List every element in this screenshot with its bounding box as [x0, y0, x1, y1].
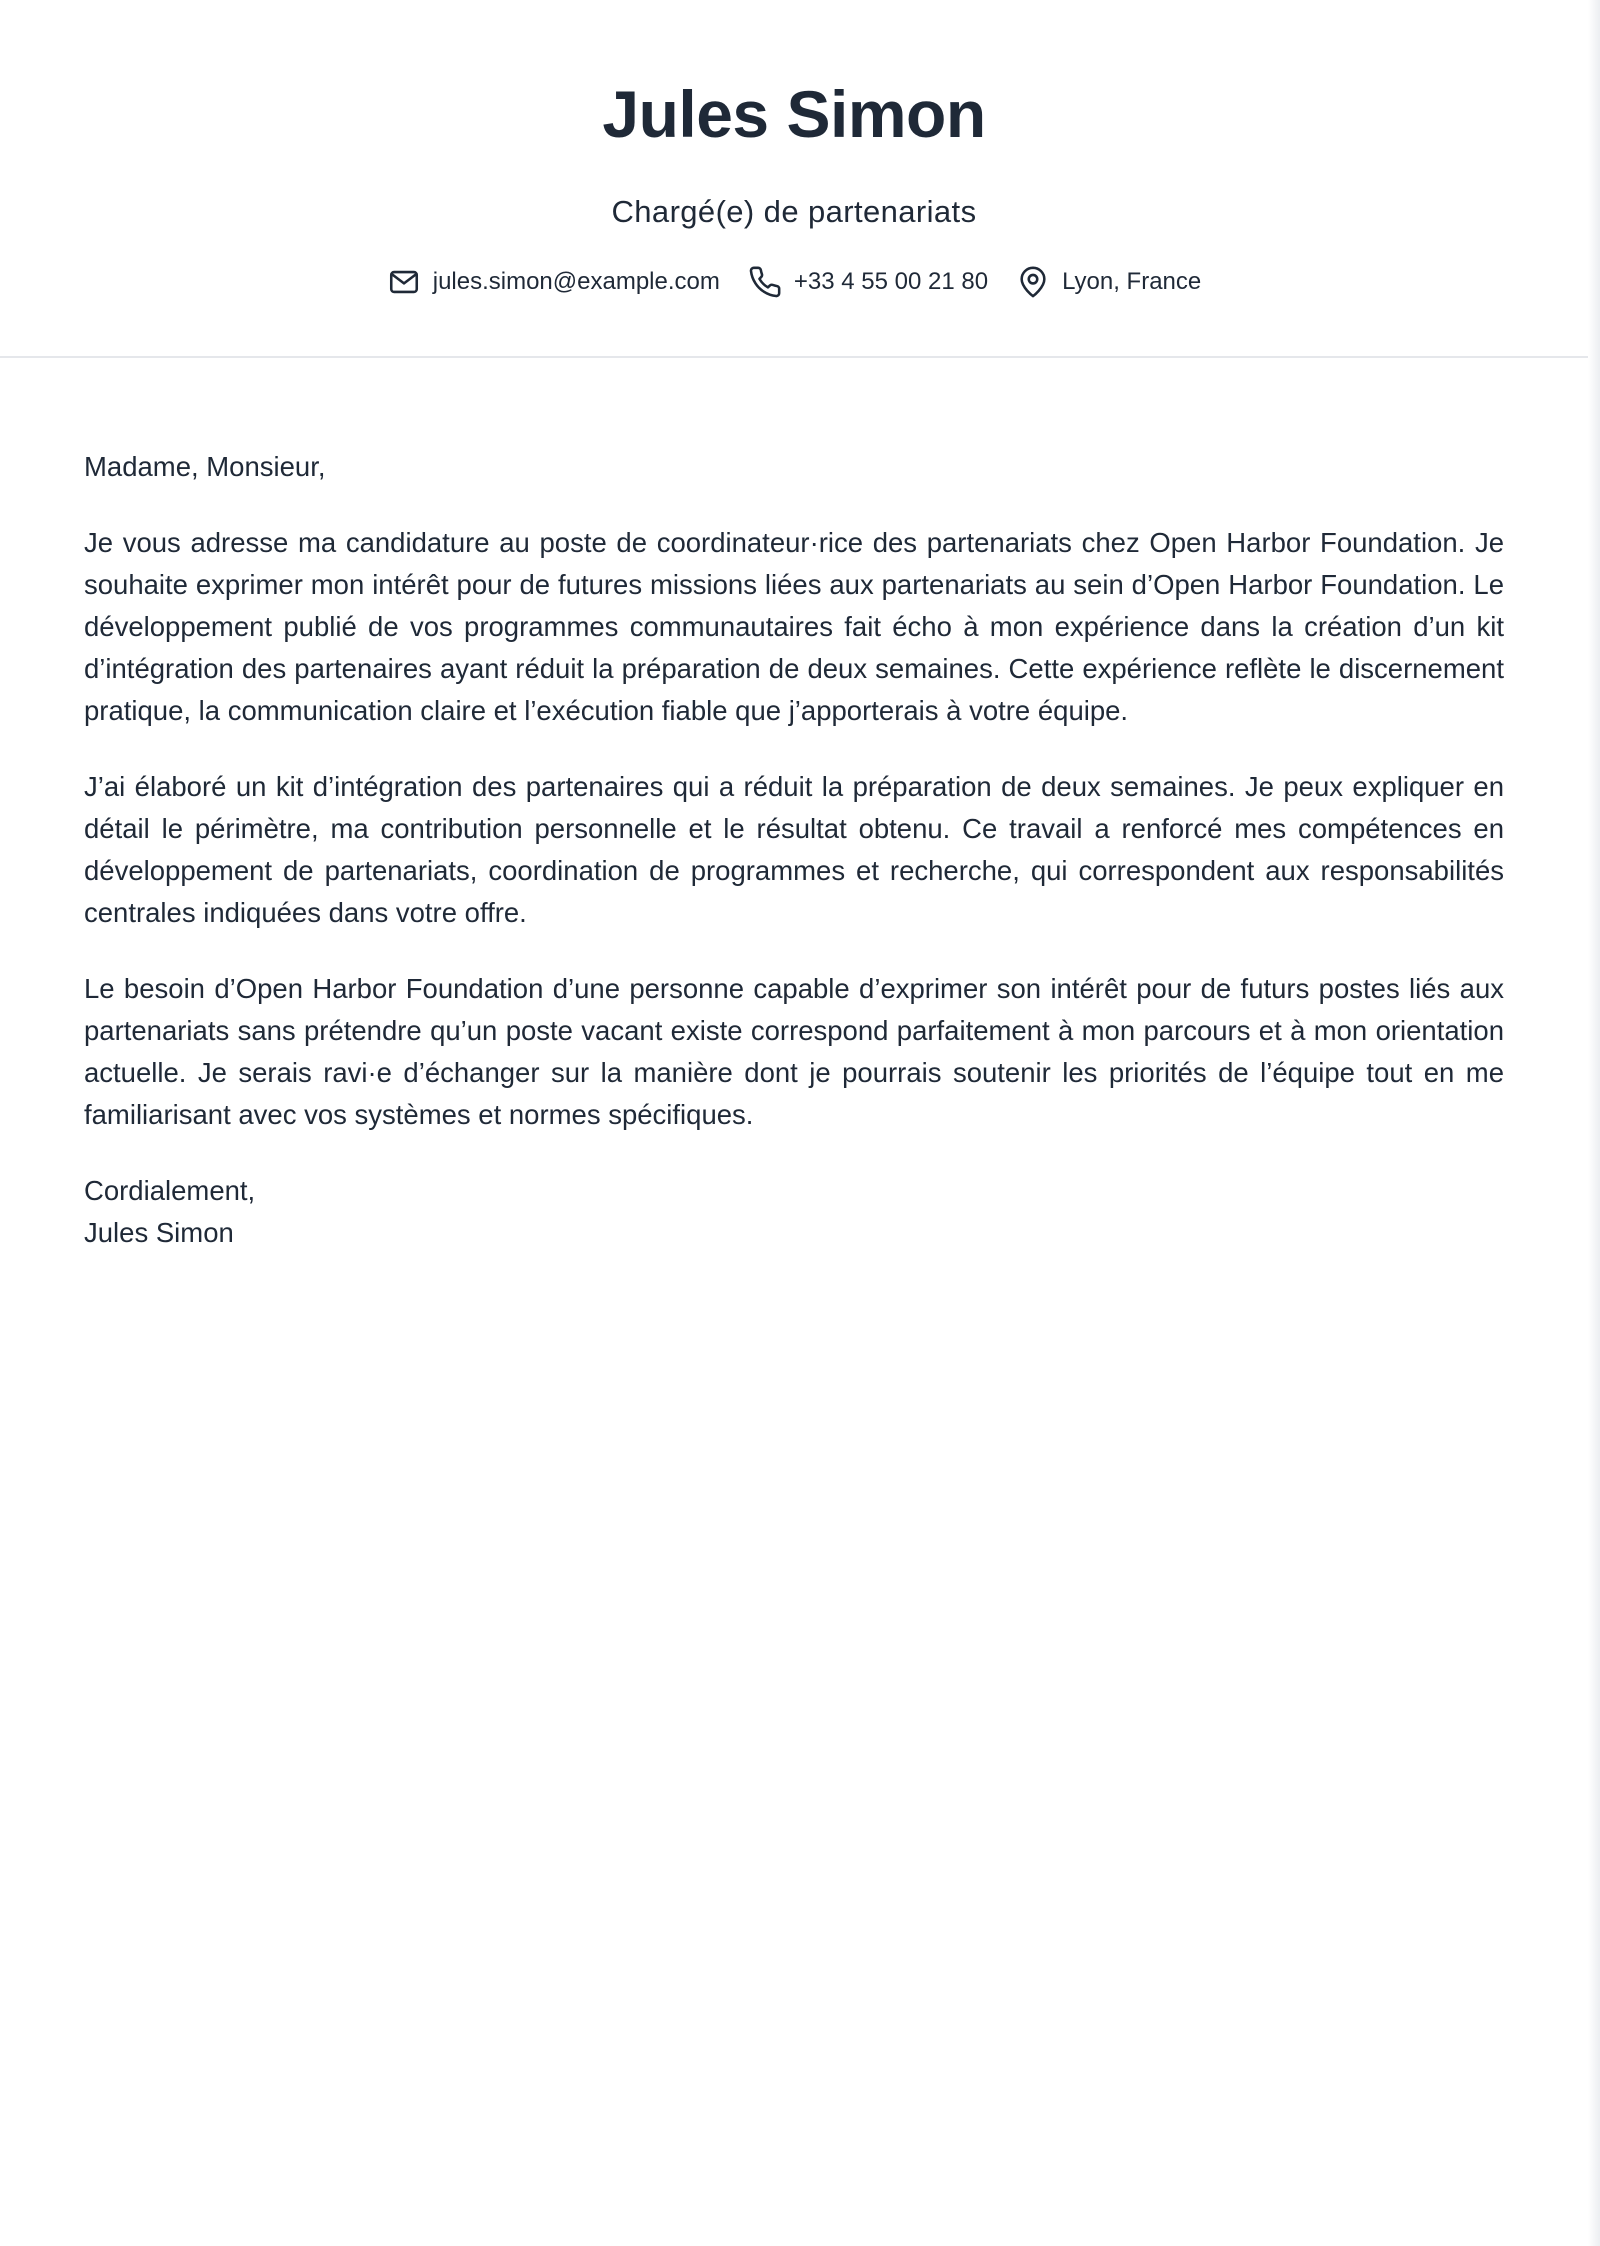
- letter-header: [0, 0, 1588, 358]
- closing: [84, 1170, 1504, 1254]
- contact-bar: [0, 262, 1588, 302]
- contact-phone[interactable]: [748, 265, 988, 299]
- contact-email[interactable]: [387, 265, 720, 299]
- signature: Jules Simon: [84, 1217, 234, 1248]
- email-text[interactable]: jules.simon@example.com: [432, 268, 720, 295]
- letter-body: [84, 446, 1504, 1288]
- contact-location: [1016, 265, 1201, 299]
- paragraph-3: Le besoin d’Open Harbor Foundation d’une personne capable d’exprimer son intérêt pour de futurs postes liés aux partenariats sans prétendre qu’un poste vacant existe correspond parfaitement à mon parcours et à mon orientation actuelle. Je serais ravi·e d’échanger sur la manière dont je pourrais soutenir les priorités de l’équipe tout en me familiarisant avec vos systèmes et normes spécifiques.: [84, 973, 1504, 1130]
- page-edge-shadow: [1588, 0, 1600, 2246]
- mail-icon: [387, 265, 421, 299]
- map-pin-icon: [1016, 265, 1050, 299]
- paragraph-1: Je vous adresse ma candidature au poste de coordinateur·rice des partenariats chez Open Harbor Foundation. Je souhaite exprimer mon intérêt pour de futures missions liées aux partenariats au sein d’Open Harbor Foundation. Le développement publié de vos programmes communautaires fait écho à mon expérience dans la création d’un kit d’intégration des partenaires ayant réduit la préparation de deux semaines. Cette expérience reflète le discernement pratique, la communication claire et l’exécution fiable que j’apporterais à votre équipe.: [84, 527, 1504, 726]
- phone-text[interactable]: +33 4 55 00 21 80: [793, 268, 989, 295]
- paragraph-2: J’ai élaboré un kit d’intégration des partenaires qui a réduit la préparation de deux semaines. Je peux expliquer en détail le périmètre, ma contribution personnelle et le résultat obtenu. Ce travail a renforcé mes compétences en développement de partenariats, coordination de programmes et recherche, qui correspondent aux responsabilités centrales indiquées dans votre offre.: [84, 771, 1504, 928]
- applicant-name: Jules Simon: [602, 77, 986, 151]
- closing-text: Cordialement,: [84, 1175, 256, 1206]
- phone-icon: [748, 265, 782, 299]
- salutation: Madame, Monsieur,: [84, 451, 326, 482]
- applicant-role: Chargé(e) de partenariats: [611, 194, 977, 229]
- location-text: Lyon, France: [1062, 268, 1202, 295]
